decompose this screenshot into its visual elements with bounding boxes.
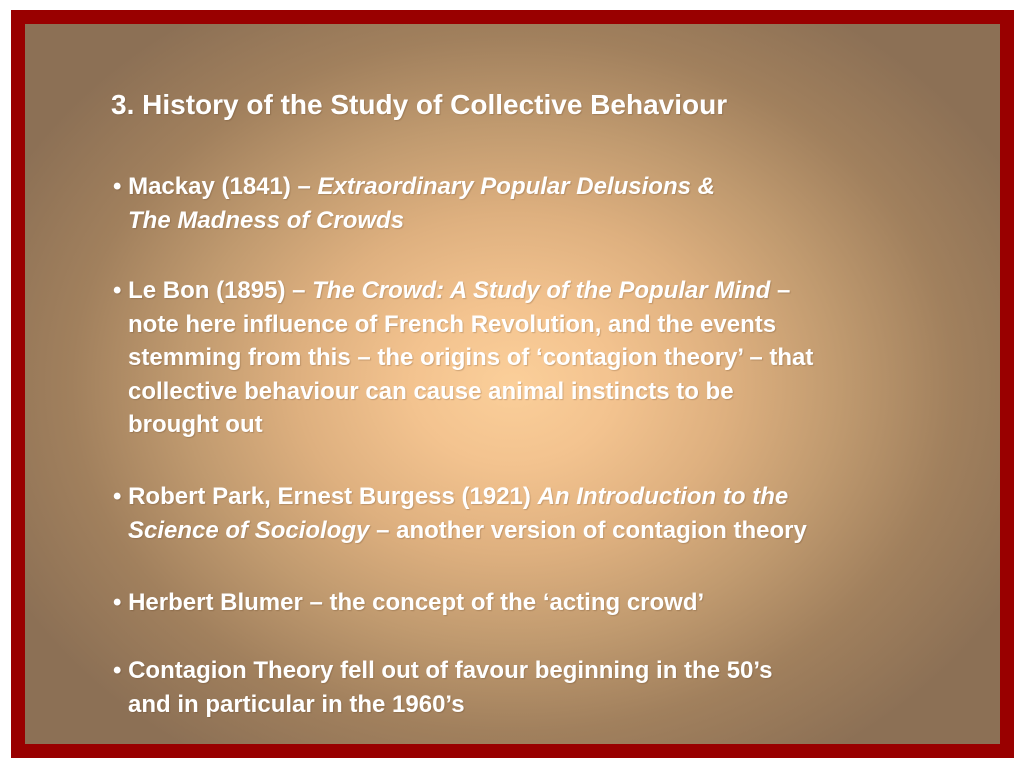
bullet-text: – another version of contagion theory (369, 516, 807, 544)
bullet-text: Mackay (1841) – (128, 173, 318, 200)
bullet-text: Herbert Blumer – the concept of the ‘acting crowd’ (128, 589, 705, 616)
bullet-mackay (113, 170, 953, 237)
slide-title: 3. History of the Study of Collective Behaviour (111, 89, 728, 120)
bullet-text: – (770, 277, 791, 304)
slide-background-panel (25, 24, 1000, 744)
bullet-line (113, 514, 953, 548)
bullet-line (113, 586, 953, 620)
bullet-mark: • (113, 589, 122, 616)
bullet-line (113, 204, 953, 238)
bullet-mark: • (113, 173, 122, 200)
bullet-line: brought out (128, 411, 263, 438)
bullet-contagion-theory (113, 654, 953, 721)
bullet-text: Robert Park, Ernest Burgess (1921) (128, 483, 538, 510)
bullet-mark: • (113, 483, 122, 510)
bullet-line (113, 170, 953, 204)
bullet-text: Contagion Theory fell out of favour beginning in the 50’s (128, 657, 773, 684)
bullet-mark: • (113, 657, 122, 684)
bullet-line (113, 480, 953, 514)
bullet-mark: • (113, 277, 122, 304)
slide-content (25, 24, 1000, 744)
book-title-text: The Madness of Crowds (128, 206, 405, 234)
bullet-line (113, 274, 953, 308)
bullet-blumer (113, 586, 953, 620)
book-title-text: Science of Sociology (128, 516, 370, 544)
bullet-park-burgess (113, 480, 953, 547)
book-title-text: An Introduction to the (537, 483, 789, 510)
bullet-line: note here influence of French Revolution, and the events (128, 310, 777, 338)
book-title-text: The Crowd: A Study of the Popular Mind (312, 277, 771, 304)
book-title-text: Extraordinary Popular Delusions & (317, 173, 715, 200)
bullet-text: Le Bon (1895) – (128, 277, 313, 304)
bullet-line: and in particular in the 1960’s (128, 690, 465, 718)
bullet-line (113, 654, 953, 688)
bullet-le-bon (113, 274, 953, 442)
bullet-line: collective behaviour can cause animal instincts to be (128, 377, 734, 405)
bullet-line: stemming from this – the origins of ‘contagion theory’ – that (128, 344, 814, 371)
